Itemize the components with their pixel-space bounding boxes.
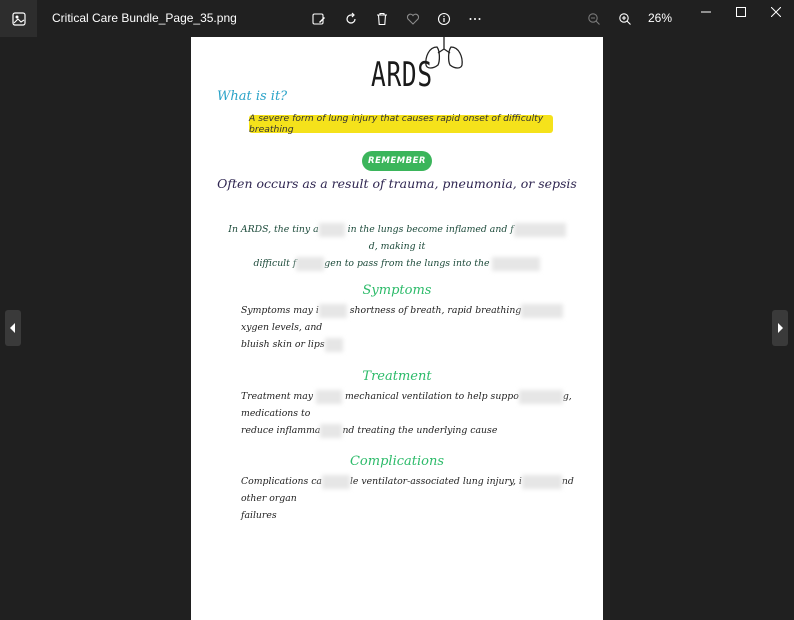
intro-paragraph: In ARDS, the tiny a in the lungs become inflamed and fd, making it difficult f gen to pass from the lungs into the (225, 221, 569, 272)
chevron-left-icon (9, 323, 17, 333)
trash-icon[interactable] (372, 9, 392, 29)
heart-icon[interactable] (403, 9, 423, 29)
treatment-paragraph: Treatment may mechanical ventilation to help suppo g, medications to reduce inflamma nd treating the underlying cause (241, 391, 572, 436)
maximize-icon[interactable] (729, 3, 753, 21)
remember-badge: REMEMBER (362, 151, 432, 171)
info-icon[interactable] (434, 9, 454, 29)
zoom-in-icon[interactable] (615, 9, 635, 29)
photo-app-icon[interactable] (0, 0, 37, 37)
document-page (191, 37, 603, 620)
chevron-right-icon (776, 323, 784, 333)
title-bar (0, 0, 794, 37)
close-icon[interactable] (764, 3, 788, 21)
what-is-it-heading: What is it? (217, 89, 288, 104)
treatment-heading: Treatment (362, 369, 432, 384)
next-image-button[interactable] (772, 310, 788, 346)
definition-highlight: A severe form of lung injury that causes rapid onset of difficulty breathing (249, 115, 553, 133)
previous-image-button[interactable] (5, 310, 21, 346)
zoom-out-icon[interactable] (584, 9, 604, 29)
often-caption: Often occurs as a result of trauma, pneumonia, or sepsis (217, 176, 577, 191)
symptoms-heading: Symptoms (362, 283, 432, 298)
symptoms-paragraph: Symptoms may i shortness of breath, rapid breathingxygen levels, and bluish skin or lips (241, 302, 591, 353)
document-title: ARDS (371, 55, 433, 95)
edit-image-icon[interactable] (309, 9, 329, 29)
zoom-level[interactable]: 26% (648, 11, 673, 25)
window-title: Critical Care Bundle_Page_35.png (52, 11, 237, 25)
more-icon[interactable] (465, 9, 485, 29)
complications-heading: Complications (349, 454, 445, 469)
minimize-icon[interactable] (694, 3, 718, 21)
rotate-icon[interactable] (341, 9, 361, 29)
complications-paragraph: Complications ca le ventilator-associated lung injury, i nd other organ failures (241, 476, 574, 521)
